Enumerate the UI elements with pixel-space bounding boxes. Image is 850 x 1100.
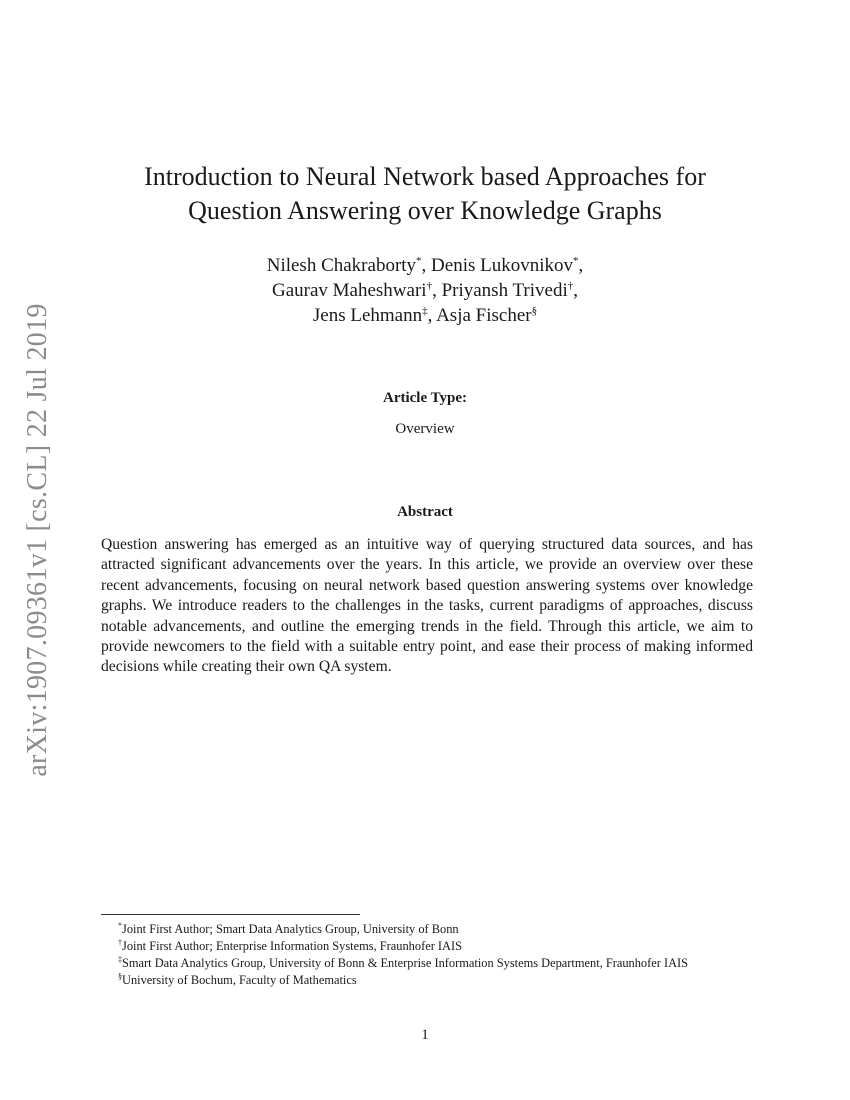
author-mark: ‡	[422, 305, 428, 317]
page-number: 1	[421, 1027, 429, 1043]
author-mark: †	[567, 280, 574, 292]
footnote-divider	[101, 914, 360, 915]
author-name: Denis Lukovnikov	[431, 255, 574, 276]
footnote-text: University of Bochum, Faculty of Mathematics	[122, 973, 357, 987]
footnote-mark: *	[118, 921, 122, 930]
footnote	[101, 972, 753, 989]
abstract-text: Question answering has emerged as an intuitive way of querying structured data sources, and has attracted significant advancements over the years. In this article, we provide an overview over these recent advancements, focusing on neural network based question answering systems over knowledge graphs. We introduce readers to the challenges in the tasks, current paradigms of approaches, discuss notable advancements, and outline the emerging trends in the field. Through this article, we aim to provide newcomers to the field with a suitable entry point, and ease their process of making informed decisions while creating their own QA system.	[101, 536, 753, 676]
author-separator: ,	[573, 280, 578, 301]
author-mark: *	[416, 255, 422, 267]
author-separator: ,	[432, 280, 442, 301]
author-list	[100, 253, 750, 328]
footnotes	[101, 921, 753, 989]
abstract-heading: Abstract	[397, 504, 453, 520]
arxiv-identifier-stamp: arXiv:1907.09361v1 [cs.CL] 22 Jul 2019	[22, 303, 53, 777]
author-name: Gaurav Maheshwari	[271, 280, 427, 301]
author-line-2	[100, 278, 750, 303]
author-mark: †	[426, 280, 433, 292]
author-separator: ,	[421, 255, 432, 276]
paper-title	[100, 160, 750, 228]
author-separator: ,	[578, 255, 584, 276]
author-name: Asja Fischer	[436, 305, 532, 326]
author-line-1	[100, 253, 750, 278]
author-mark: *	[573, 255, 579, 267]
article-type-label: Article Type:	[382, 390, 467, 406]
article-type-value: Overview	[395, 421, 455, 437]
footnote	[101, 938, 753, 955]
title-line-2: Question Answering over Knowledge Graphs	[188, 196, 662, 225]
footnote	[101, 921, 753, 938]
author-line-3	[100, 303, 750, 328]
footnote-text: Joint First Author; Smart Data Analytics Group, University of Bonn	[122, 922, 459, 936]
footnote-text: Smart Data Analytics Group, University of Bonn & Enterprise Information Systems Department, Fraunhofer IAIS	[122, 956, 689, 970]
footnote-mark: §	[118, 972, 122, 981]
footnote-mark: ‡	[118, 955, 122, 964]
author-name: Nilesh Chakraborty	[266, 255, 417, 276]
author-mark: §	[531, 305, 538, 317]
footnote-text: Joint First Author; Enterprise Information Systems, Fraunhofer IAIS	[122, 939, 463, 953]
author-separator: ,	[427, 305, 437, 326]
footnote-mark: †	[118, 938, 122, 947]
title-line-1: Introduction to Neural Network based Approaches for	[144, 162, 706, 191]
author-name: Jens Lehmann	[312, 305, 423, 326]
footnote	[101, 955, 753, 972]
author-name: Priyansh Trivedi	[441, 280, 568, 301]
